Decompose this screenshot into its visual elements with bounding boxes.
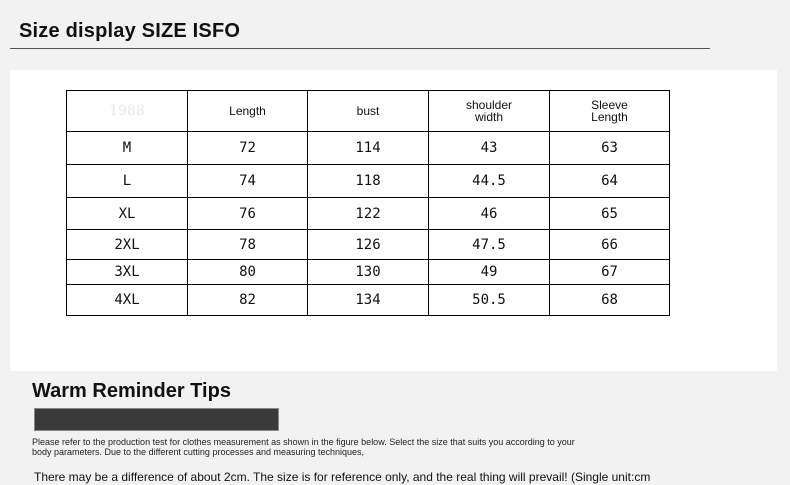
bust-cell: 130 xyxy=(308,260,429,285)
bust-cell: 118 xyxy=(308,165,429,198)
bust-cell: 126 xyxy=(308,230,429,260)
length-cell: 80 xyxy=(188,260,308,285)
watermark-text: 1988 xyxy=(109,103,145,119)
sleeve-cell: 67 xyxy=(550,260,670,285)
reminder-large-note: There may be a difference of about 2cm. The size is for reference only, and the real thing will prevail! (Single unit:cm xyxy=(34,470,651,484)
reminder-small-note: Please refer to the production test for clothes measurement as shown in the figure below. Select the size that suits you according to your body parameters. Due to the different cutting processes and measuring techniques, xyxy=(32,437,575,457)
shoulder-cell: 49 xyxy=(429,260,550,285)
bust-cell: 134 xyxy=(308,285,429,316)
sleeve-cell: 65 xyxy=(550,198,670,230)
shoulder-cell: 44.5 xyxy=(429,165,550,198)
sleeve-cell: 63 xyxy=(550,132,670,165)
shoulder-cell: 50.5 xyxy=(429,285,550,316)
size-cell: M xyxy=(67,132,188,165)
size-cell: XL xyxy=(67,198,188,230)
bust-cell: 122 xyxy=(308,198,429,230)
sleeve-cell: 68 xyxy=(550,285,670,316)
redacted-bar xyxy=(34,408,279,431)
length-cell: 78 xyxy=(188,230,308,260)
size-cell: 3XL xyxy=(67,260,188,285)
length-cell: 74 xyxy=(188,165,308,198)
size-cell: 2XL xyxy=(67,230,188,260)
table-row xyxy=(67,165,670,198)
length-cell: 76 xyxy=(188,198,308,230)
length-cell: 82 xyxy=(188,285,308,316)
header-cell-sleeve-length xyxy=(550,91,670,132)
header-cell-bust xyxy=(308,91,429,132)
shoulder-cell: 43 xyxy=(429,132,550,165)
sleeve-cell: 66 xyxy=(550,230,670,260)
table-row xyxy=(67,132,670,165)
table-row xyxy=(67,285,670,316)
table-row xyxy=(67,260,670,285)
table-header-row xyxy=(67,91,670,132)
size-cell: 4XL xyxy=(67,285,188,316)
header-label: bust xyxy=(356,104,380,118)
bust-cell: 114 xyxy=(308,132,429,165)
header-cell-shoulder-width xyxy=(429,91,550,132)
title-divider xyxy=(10,48,710,49)
size-table xyxy=(66,90,670,316)
size-cell: L xyxy=(67,165,188,198)
sleeve-cell: 64 xyxy=(550,165,670,198)
shoulder-cell: 46 xyxy=(429,198,550,230)
size-chart-title: Size display SIZE ISFO xyxy=(19,20,241,42)
table-row xyxy=(67,198,670,230)
header-label: shoulder width xyxy=(465,98,513,124)
length-cell: 72 xyxy=(188,132,308,165)
reminder-title: Warm Reminder Tips xyxy=(32,380,231,402)
header-label: Length xyxy=(229,104,266,118)
shoulder-cell: 47.5 xyxy=(429,230,550,260)
header-cell-corner xyxy=(67,91,188,132)
table-row xyxy=(67,230,670,260)
header-cell-length xyxy=(188,91,308,132)
header-label: Sleeve Length xyxy=(591,98,628,124)
